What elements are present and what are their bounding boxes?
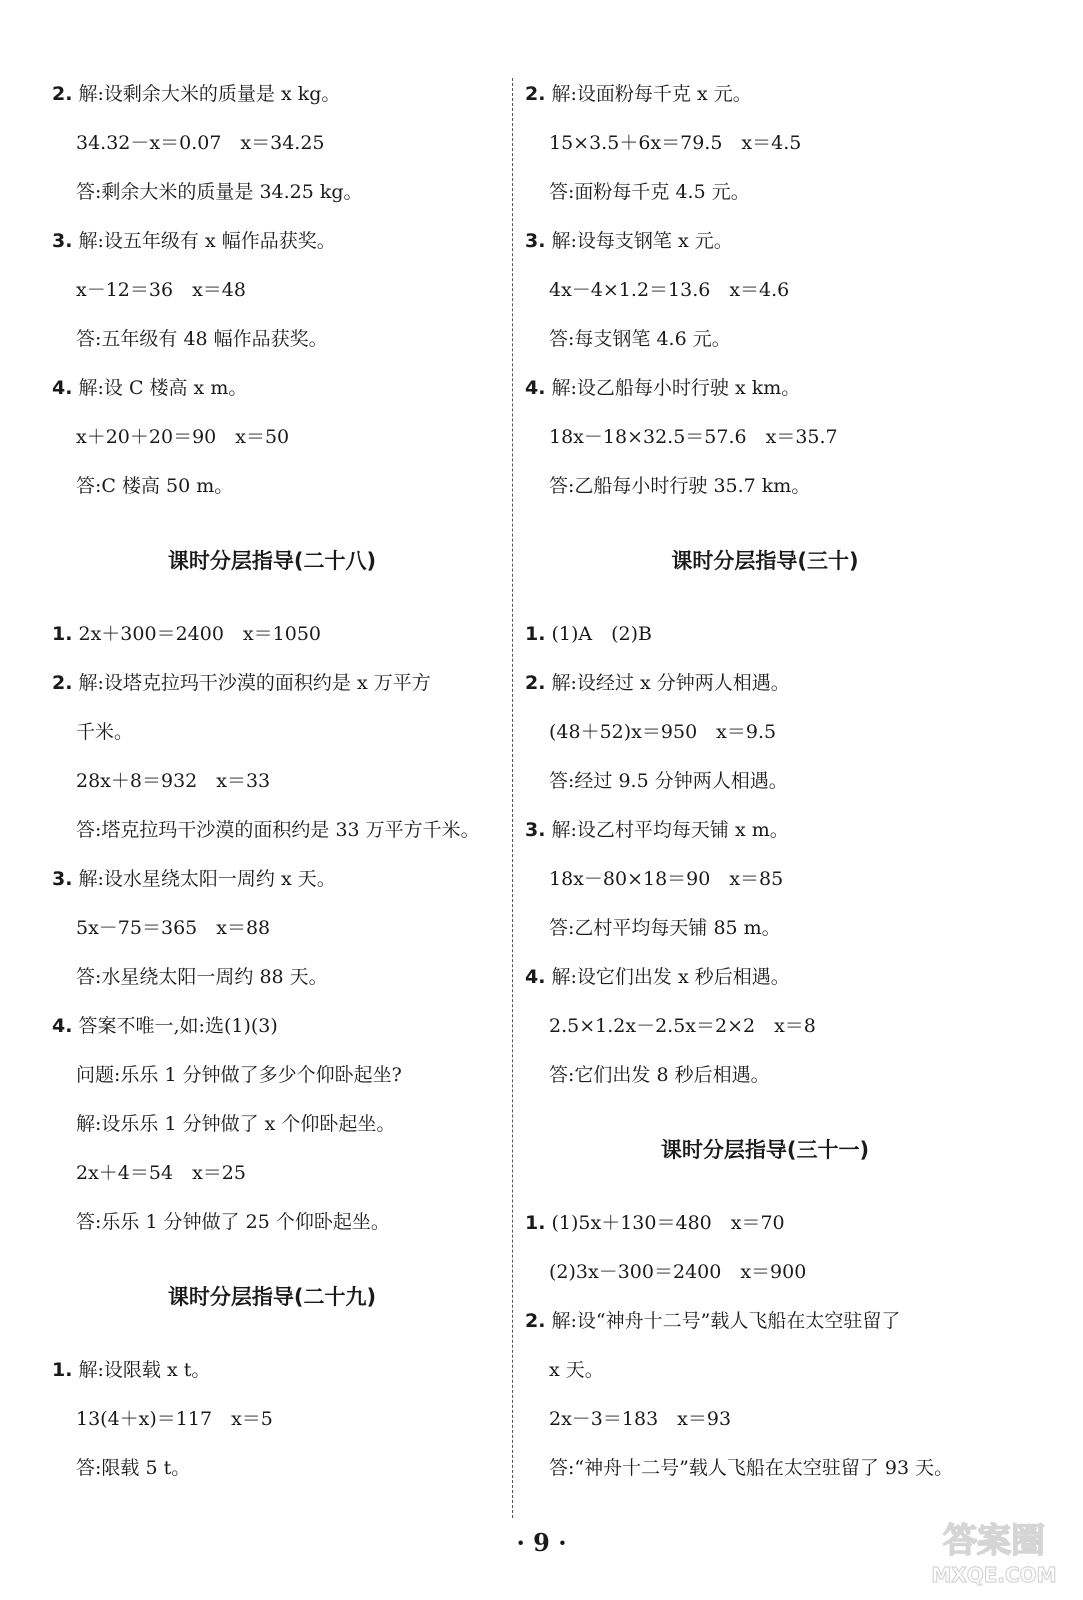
question-number: 4.	[525, 377, 546, 399]
answer-text: 34.32－x＝0.07 x＝34.25	[76, 132, 325, 154]
answer-line	[52, 806, 492, 855]
question-number: 1.	[525, 1212, 546, 1234]
answer-text: 18x－80×18＝90 x＝85	[549, 868, 784, 890]
answer-line	[525, 610, 1005, 659]
answer-line	[52, 266, 492, 315]
heading-lesson-29: 课时分层指导(二十九)	[167, 1285, 377, 1309]
answer-text: 解:设五年级有 x 幅作品获奖。	[78, 230, 336, 252]
answer-text: 解:设水星绕太阳一周约 x 天。	[78, 868, 336, 890]
answer-text: 解:设乙村平均每天铺 x m。	[551, 819, 789, 841]
answer-line	[52, 708, 492, 757]
answer-line	[525, 1395, 1005, 1444]
answer-text: 答:五年级有 48 幅作品获奖。	[76, 328, 328, 350]
answer-line	[52, 1198, 492, 1247]
answer-text: 18x－18×32.5＝57.6 x＝35.7	[549, 426, 838, 448]
right-block-2	[525, 610, 1005, 1100]
answer-line	[525, 119, 1005, 168]
answer-text: x 天。	[549, 1359, 604, 1381]
question-number: 3.	[525, 230, 546, 252]
answer-text: x＋20＋20＝90 x＝50	[76, 426, 290, 448]
right-block-1	[525, 70, 1005, 511]
answer-text: (1)5x＋130＝480 x＝70	[551, 1212, 785, 1234]
answer-line	[525, 1051, 1005, 1100]
answer-line	[52, 119, 492, 168]
answer-text: 答:它们出发 8 秒后相遇。	[549, 1064, 770, 1086]
answer-line	[52, 168, 492, 217]
answer-text: (48＋52)x＝950 x＝9.5	[549, 721, 777, 743]
answer-line	[525, 1346, 1005, 1395]
left-column	[52, 70, 492, 1493]
question-number: 2.	[52, 672, 73, 694]
question-number: 1.	[52, 1359, 73, 1381]
question-number: 1.	[52, 623, 73, 645]
answer-text: 解:设面粉每千克 x 元。	[551, 83, 752, 105]
answer-text: 答案不唯一,如:选(1)(3)	[78, 1015, 278, 1037]
answer-line	[52, 1100, 492, 1149]
answer-line	[52, 1002, 492, 1051]
answer-text: 28x＋8＝932 x＝33	[76, 770, 271, 792]
answer-text: 解:设 C 楼高 x m。	[78, 377, 248, 399]
answer-text: 答:C 楼高 50 m。	[76, 475, 234, 497]
answer-line	[525, 1297, 1005, 1346]
answer-line	[52, 413, 492, 462]
answer-line	[52, 364, 492, 413]
question-number: 1.	[525, 623, 546, 645]
answer-line	[525, 1199, 1005, 1248]
heading-lesson-28: 课时分层指导(二十八)	[167, 549, 377, 573]
left-block-2	[52, 610, 492, 1247]
right-column	[525, 70, 1005, 1493]
answer-text: 2.5×1.2x－2.5x＝2×2 x＝8	[549, 1015, 816, 1037]
left-block-3	[52, 1346, 492, 1493]
answer-text: 问题:乐乐 1 分钟做了多少个仰卧起坐?	[76, 1064, 402, 1086]
answer-text: 答:剩余大米的质量是 34.25 kg。	[76, 181, 363, 203]
watermark-url: MXQE.COM	[931, 1563, 1057, 1587]
question-number: 2.	[525, 672, 546, 694]
question-number: 4.	[52, 377, 73, 399]
answer-line	[52, 659, 492, 708]
answer-line	[52, 462, 492, 511]
question-number: 2.	[525, 1310, 546, 1332]
answer-text: 答:经过 9.5 分钟两人相遇。	[549, 770, 788, 792]
answer-text: 15×3.5＋6x＝79.5 x＝4.5	[549, 132, 802, 154]
answer-line	[525, 855, 1005, 904]
question-number: 2.	[52, 83, 73, 105]
right-block-3	[525, 1199, 1005, 1493]
answer-text: 4x－4×1.2＝13.6 x＝4.6	[549, 279, 790, 301]
answer-line	[525, 904, 1005, 953]
answer-text: 5x－75＝365 x＝88	[76, 917, 271, 939]
heading-lesson-31: 课时分层指导(三十一)	[660, 1138, 870, 1162]
answer-line	[52, 70, 492, 119]
answer-line	[52, 610, 492, 659]
answer-line	[52, 855, 492, 904]
answer-line	[525, 953, 1005, 1002]
answer-line	[52, 953, 492, 1002]
answer-line	[525, 1248, 1005, 1297]
question-number: 3.	[525, 819, 546, 841]
answer-text: 解:设剩余大米的质量是 x kg。	[78, 83, 341, 105]
answer-text: 解:设每支钢笔 x 元。	[551, 230, 733, 252]
answer-text: 答:乐乐 1 分钟做了 25 个仰卧起坐。	[76, 1211, 390, 1233]
answer-line	[52, 217, 492, 266]
question-number: 3.	[52, 230, 73, 252]
answer-line	[52, 1149, 492, 1198]
answer-text: 千米。	[76, 721, 134, 743]
answer-text: 答:乙村平均每天铺 85 m。	[549, 917, 781, 939]
answer-line	[525, 462, 1005, 511]
question-number: 3.	[52, 868, 73, 890]
answer-text: 答:塔克拉玛干沙漠的面积约是 33 万平方千米。	[76, 819, 480, 841]
answer-line	[525, 364, 1005, 413]
answer-line	[525, 708, 1005, 757]
answer-text: 解:设它们出发 x 秒后相遇。	[551, 966, 790, 988]
answer-line	[525, 1002, 1005, 1051]
answer-text: 答:水星绕太阳一周约 88 天。	[76, 966, 328, 988]
answer-line	[525, 217, 1005, 266]
left-block-1	[52, 70, 492, 511]
answer-text: 2x－3＝183 x＝93	[549, 1408, 732, 1430]
answer-line	[525, 315, 1005, 364]
answer-line	[52, 315, 492, 364]
watermark-logo	[919, 1510, 1069, 1590]
answer-line	[525, 413, 1005, 462]
column-divider	[512, 78, 513, 1518]
answer-text: 解:设乙船每小时行驶 x km。	[551, 377, 801, 399]
watermark-text: 答案圈	[943, 1521, 1045, 1561]
answer-text: 解:设“神舟十二号”载人飞船在太空驻留了	[551, 1310, 901, 1332]
answer-text: 答:面粉每千克 4.5 元。	[549, 181, 750, 203]
answer-line	[525, 806, 1005, 855]
answer-text: 答:“神舟十二号”载人飞船在太空驻留了 93 天。	[549, 1457, 954, 1479]
answer-text: 2x＋4＝54 x＝25	[76, 1162, 246, 1184]
answer-text: 答:限载 5 t。	[76, 1457, 191, 1479]
answer-text: 2x＋300＝2400 x＝1050	[78, 623, 321, 645]
heading-lesson-30: 课时分层指导(三十)	[671, 549, 859, 573]
answer-text: 解:设塔克拉玛干沙漠的面积约是 x 万平方	[78, 672, 431, 694]
answer-text: (1)A (2)B	[551, 623, 653, 645]
question-number: 4.	[52, 1015, 73, 1037]
answer-line	[525, 757, 1005, 806]
answer-line	[52, 1051, 492, 1100]
answer-line	[52, 1395, 492, 1444]
answer-text: 答:每支钢笔 4.6 元。	[549, 328, 731, 350]
answer-text: (2)3x－300＝2400 x＝900	[549, 1261, 807, 1283]
answer-line	[52, 757, 492, 806]
answer-text: 解:设经过 x 分钟两人相遇。	[551, 672, 790, 694]
answer-line	[52, 1444, 492, 1493]
question-number: 4.	[525, 966, 546, 988]
page-number: · 9 ·	[516, 1528, 567, 1557]
answer-line	[52, 904, 492, 953]
answer-text: 解:设乐乐 1 分钟做了 x 个仰卧起坐。	[76, 1113, 396, 1135]
question-number: 2.	[525, 83, 546, 105]
answer-line	[525, 659, 1005, 708]
answer-text: 答:乙船每小时行驶 35.7 km。	[549, 475, 811, 497]
answer-text: x－12＝36 x＝48	[76, 279, 246, 301]
answer-text: 13(4＋x)＝117 x＝5	[76, 1408, 273, 1430]
answer-line	[525, 266, 1005, 315]
answer-line	[525, 70, 1005, 119]
answer-line	[52, 1346, 492, 1395]
answer-line	[525, 168, 1005, 217]
answer-text: 解:设限载 x t。	[78, 1359, 211, 1381]
answer-line	[525, 1444, 1005, 1493]
